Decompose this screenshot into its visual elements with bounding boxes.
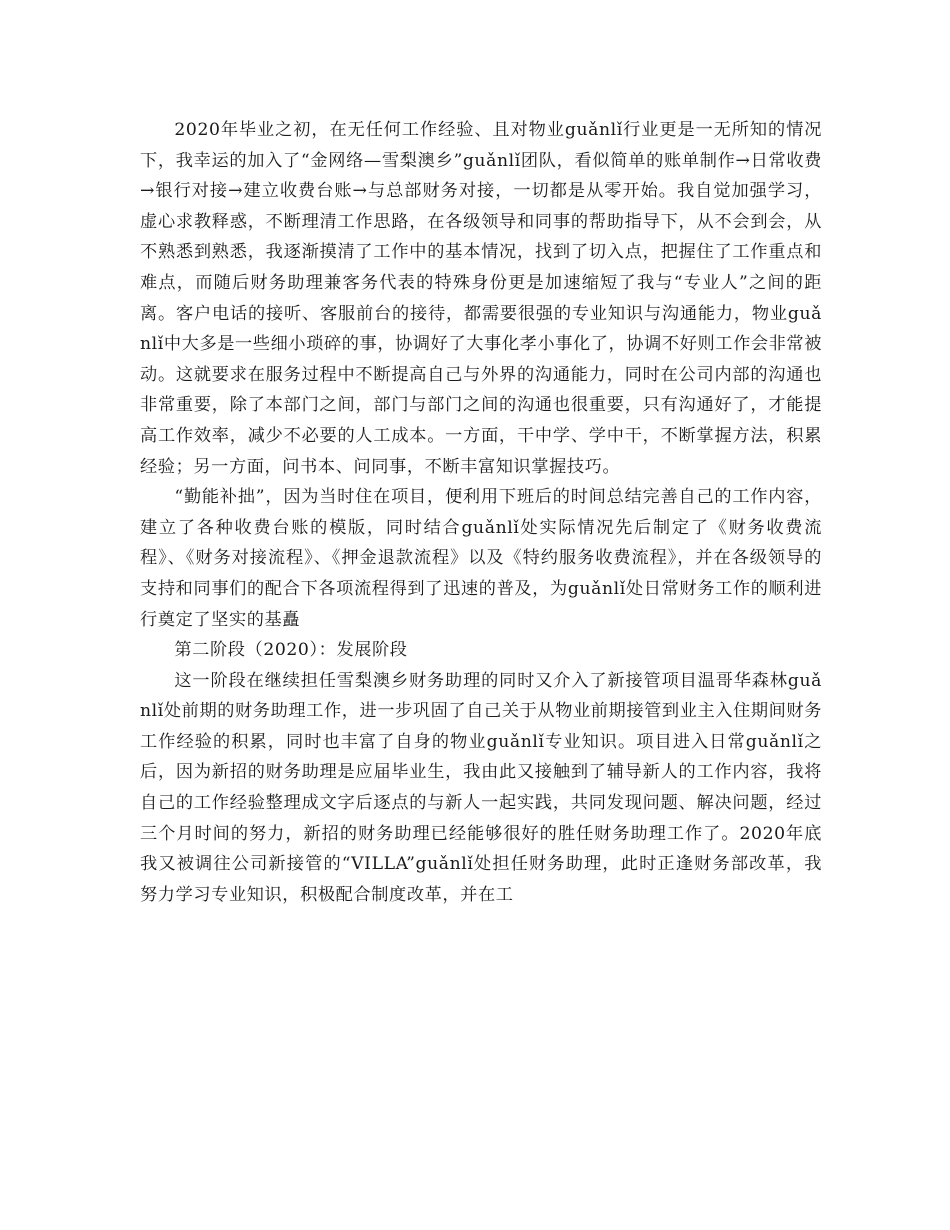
paragraph-development: 这一阶段在继续担任雪梨澳乡财务助理的同时又介入了新接管项目温哥华森林guǎnlǐ处前期的财务助理工作，进一步巩固了自己关于从物业前期接管到业主入住期间财务工作经验的积累，同时也丰富了自身的物业guǎnlǐ专业知识。项目进入日常guǎnlǐ之后，因为新招的财务助理是应届毕业生，我由此又接触到了辅导新人的工作内容，我将自己的工作经验整理成文字后逐点的与新人一起实践，共同发现问题、解决问题，经过三个月时间的努力，新招的财务助理已经能够很好的胜任财务助理工作了。2020年底我又被调往公司新接管的“VILLA”guǎnlǐ处担任财务助理，此时正逢财务部改革，我努力学习专业知识，积极配合制度改革，并在工 bbox=[140, 670, 823, 905]
paragraph-work-start: 2020年毕业之初，在无任何工作经验、且对物业guǎnlǐ行业更是一无所知的情况下，我幸运的加入了“金网络—雪梨澳乡”guǎnlǐ团队，看似简单的账单制作→日常收费→银行对接→建立收费台账→与总部财务对接，一切都是从零开始。我自觉加强学习，虚心求教释惑，不断理清工作思路，在各级领导和同事的帮助指导下，从不会到会，从不熟悉到熟悉，我逐渐摸清了工作中的基本情况，找到了切入点，把握住了工作重点和难点，而随后财务助理兼客务代表的特殊身份更是加速缩短了我与“专业人”之间的距离。客户电话的接听、客服前台的接待，都需要很强的专业知识与沟通能力，物业guǎnlǐ中大多是一些细小琐碎的事，协调好了大事化孝小事化了，协调不好则工作会非常被动。这就要求在服务过程中不断提高自己与外界的沟通能力，同时在公司内部的沟通也非常重要，除了本部门之间，部门与部门之间的沟通也很重要，只有沟通好了，才能提高工作效率，减少不必要的人工成本。一方面，干中学、学中干，不断掌握方法，积累经验；另一方面，问书本、问同事，不断丰富知识掌握技巧。 bbox=[140, 120, 823, 477]
section-heading-stage-two: 第二阶段（2020）：发展阶段 bbox=[174, 640, 408, 661]
paragraph-diligence: “勤能补拙”，因为当时住在项目，便利用下班后的时间总结完善自己的工作内容，建立了各种收费台账的模版，同时结合guǎnlǐ处实际情况先后制定了《财务收费流程》、《财务对接流程》、《押金退款流程》以及《特约服务收费流程》，并在各级领导的支持和同事们的配合下各项流程得到了迅速的普及，为guǎnlǐ处日常财务工作的顺利进行奠定了坚实的基矗 bbox=[140, 487, 822, 630]
document-body bbox=[140, 115, 822, 910]
